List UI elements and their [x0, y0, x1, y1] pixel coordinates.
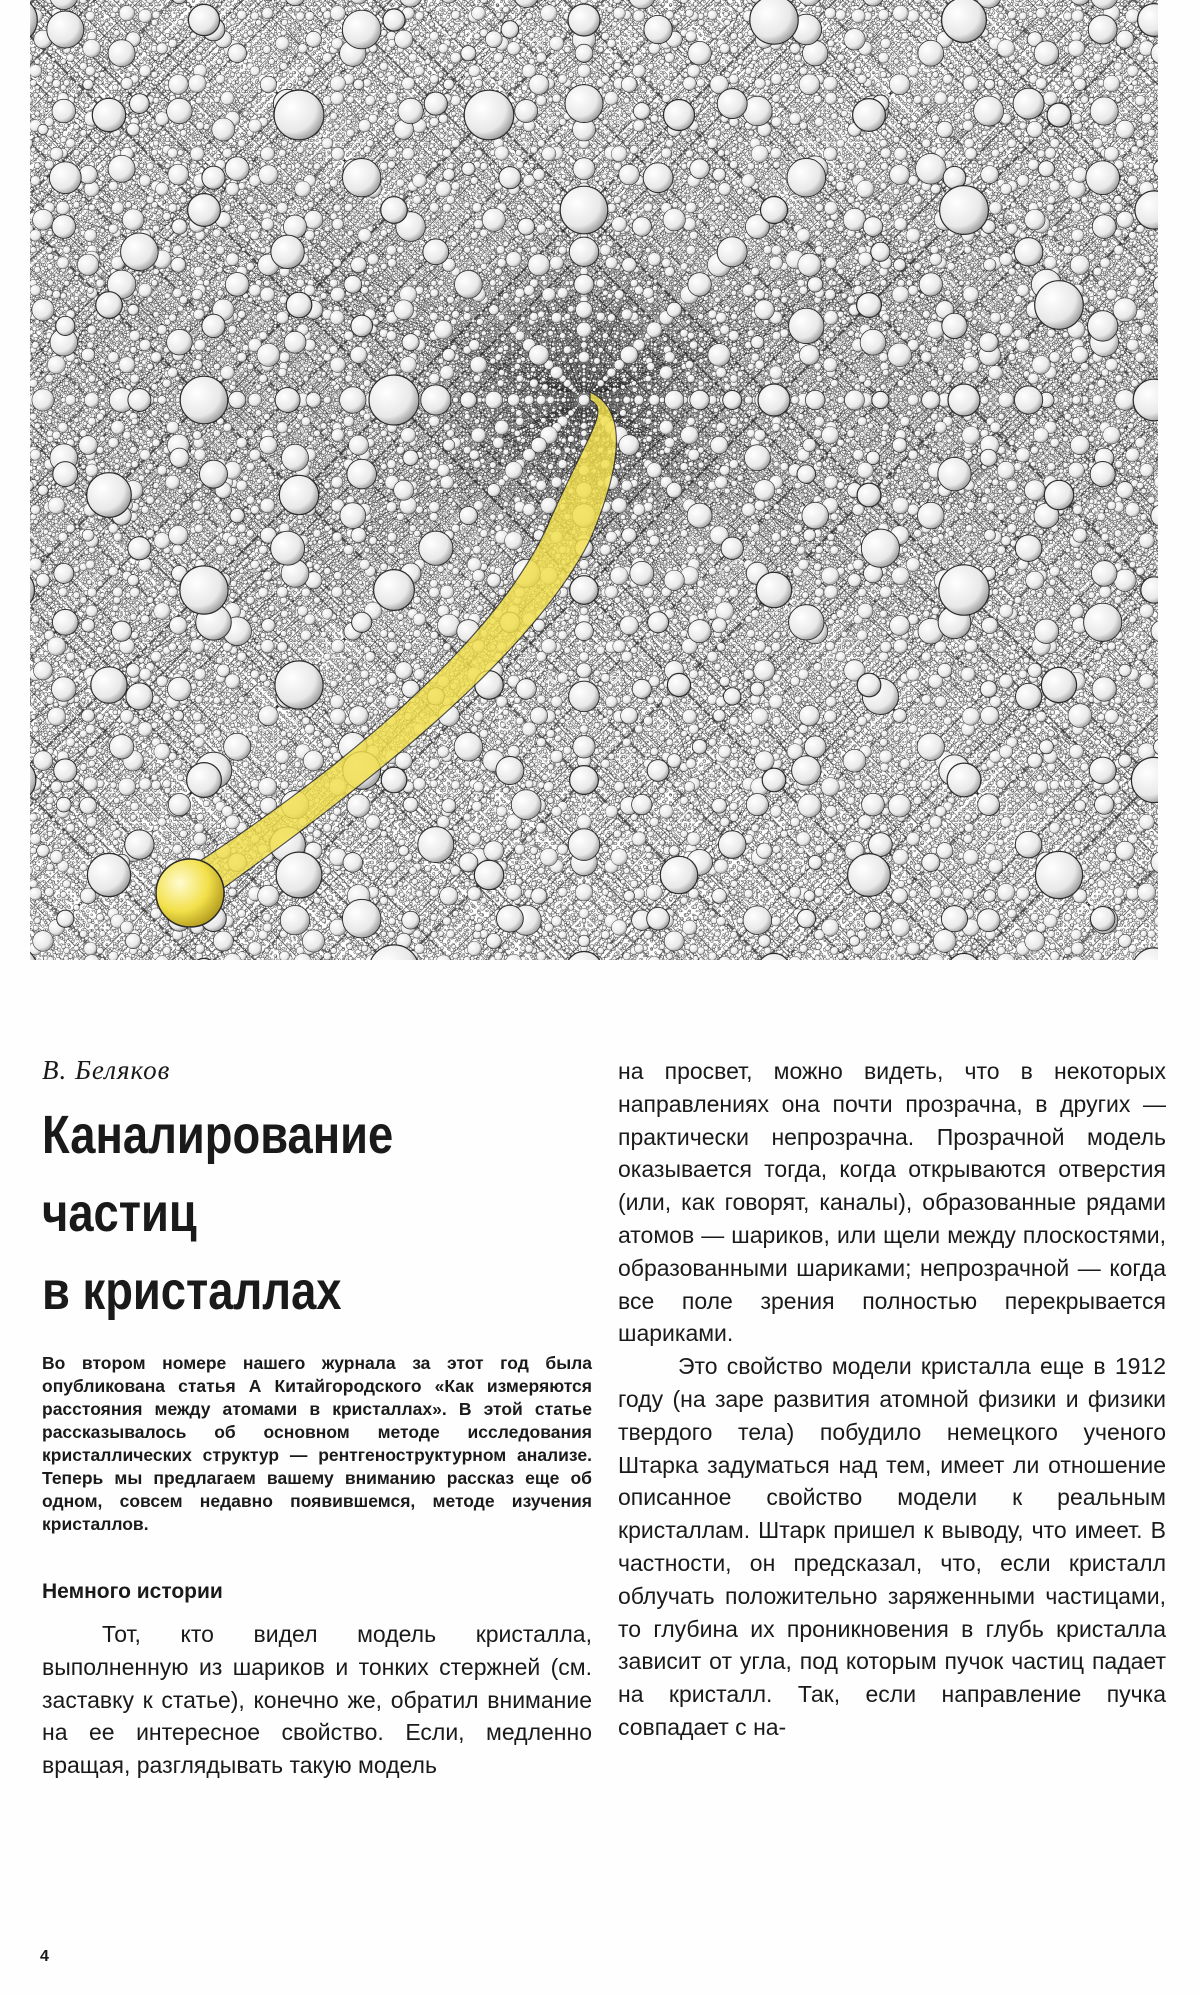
crystal-lattice-illustration	[30, 0, 1158, 960]
left-column	[42, 1055, 592, 1782]
title-line-2: частиц	[42, 1183, 197, 1243]
title-line-1: Каналирование	[42, 1105, 393, 1165]
author-name: В. Беляков	[42, 1055, 592, 1086]
section-heading: Немного истории	[42, 1580, 592, 1604]
right-column	[618, 1055, 1166, 1744]
title-line-3: в кристаллах	[42, 1261, 342, 1321]
body-paragraph-1-start: Тот, кто видел модель кристалла, выполненную из шариков и тонких стержней (см. заставку к статье), конечно же, обратил внимание на ее интересное свойство. Если, медленно вращая, разглядывать такую модель	[42, 1618, 592, 1782]
page-number: 4	[40, 1948, 49, 1966]
article-title	[42, 1096, 580, 1330]
lead-paragraph: Во втором номере нашего журнала за этот год была опубликована статья А Китайгородского «Как измеряются расстояния между атомами в кристаллах». В этой статье рассказывалось об основном методе исследования кристаллических структур — рентгеноструктурном анализе. Теперь мы предлагаем вашему вниманию рассказ еще об одном, совсем недавно появившемся, методе изучения кристаллов.	[42, 1352, 592, 1536]
body-paragraph-2: Это свойство модели кристалла еще в 1912 году (на заре развития атомной физики и физики твердого тела) побудило немецкого ученого Штарка задуматься над тем, имеет ли отношение описанное свойство модели к реальным кристаллам. Штарк пришел к выводу, что имеет. В частности, он предсказал, что, если кристалл облучать положительно заряженными частицами, то глубина их проникновения в глубь кристалла зависит от угла, под которым пучок частиц падает на кристалл. Так, если направление пучка совпадает с на-	[618, 1350, 1166, 1744]
body-paragraph-1-cont: на просвет, можно видеть, что в некоторых направлениях она почти прозрачна, в других — практически непрозрачна. Прозрачной модель оказывается тогда, когда открываются отверстия (или, как говорят, каналы), образованные рядами атомов — шариков, или щели между плоскостями, образованными шариками; непрозрачной — когда все поле зрения полностью перекрывается шариками.	[618, 1055, 1166, 1350]
